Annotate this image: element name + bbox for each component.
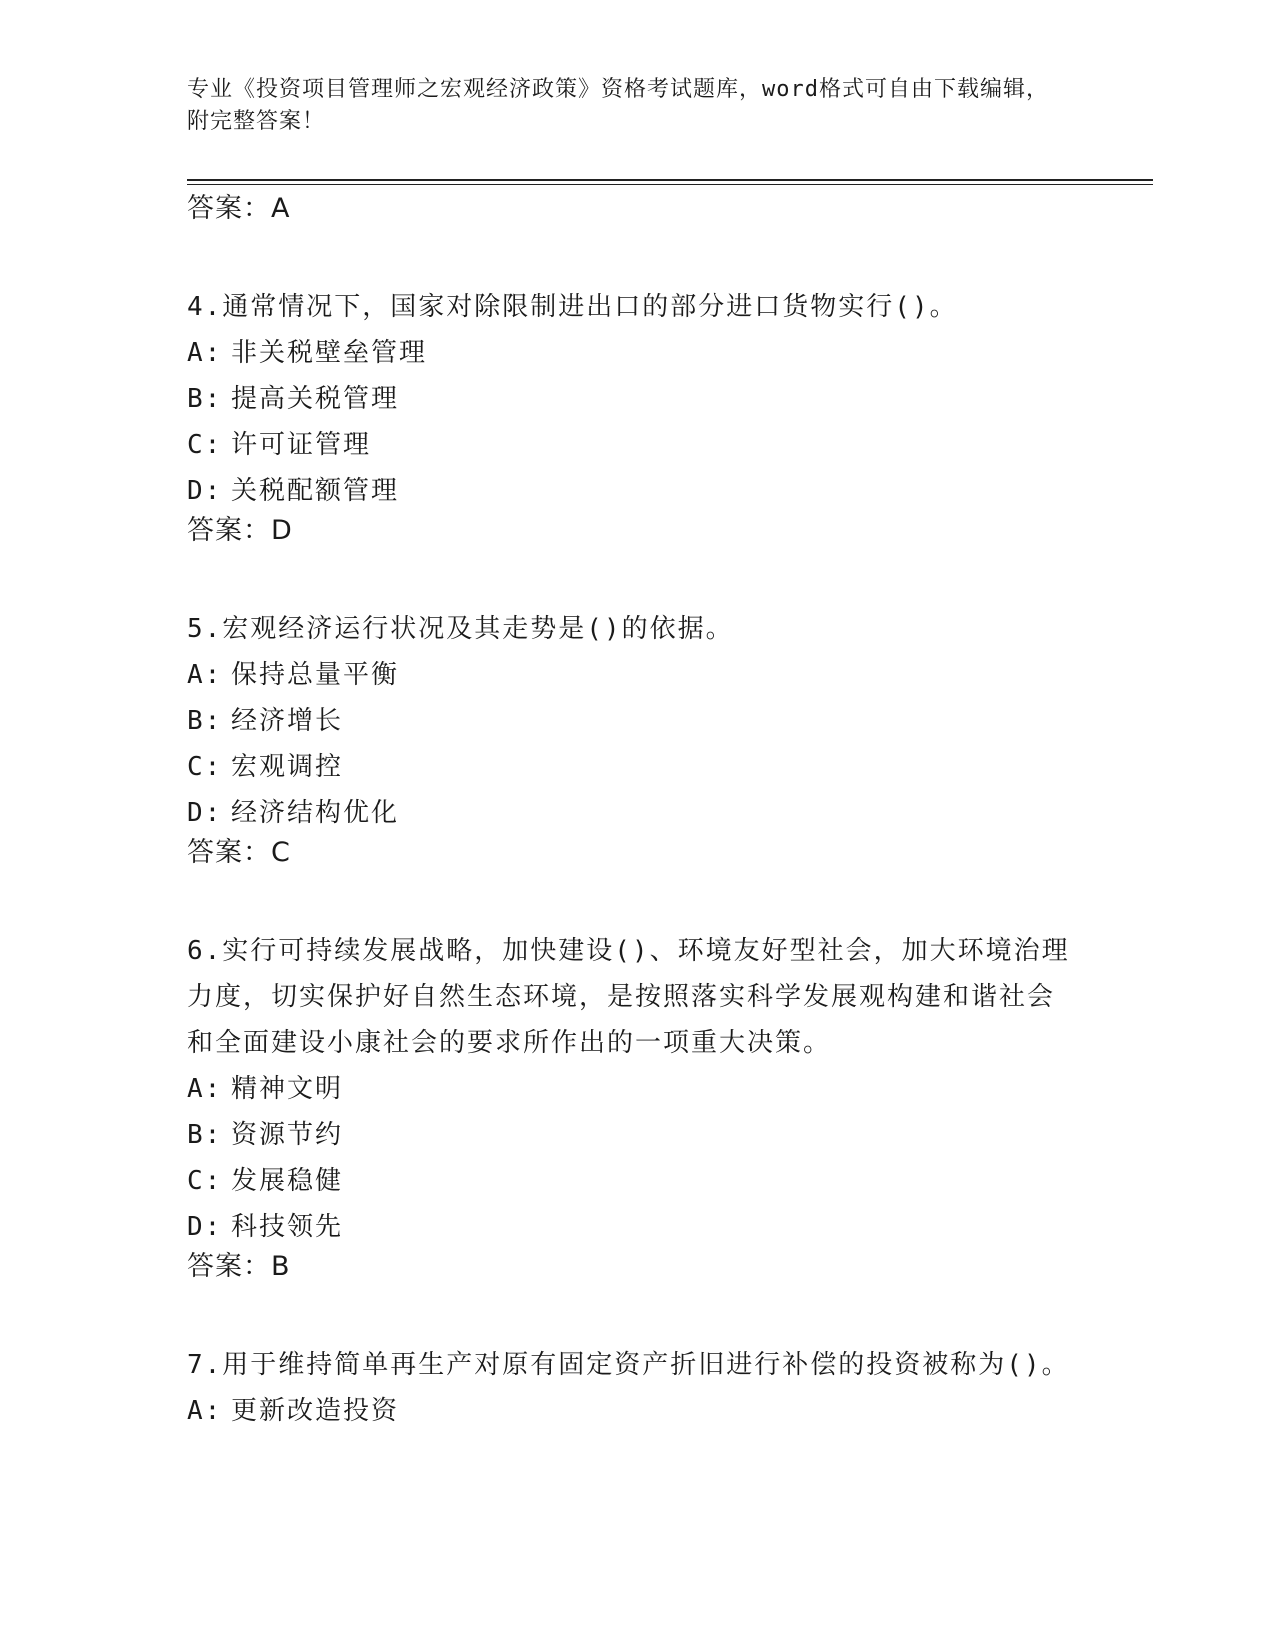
option-text: 保持总量平衡 [231,660,400,690]
answer-line: 答案：D [187,515,293,546]
option-d [187,468,1077,514]
question-text: 7.用于维持简单再生产对原有固定资产折旧进行补偿的投资被称为()。 [187,1350,1070,1380]
question-7 [187,1342,1077,1434]
question-text: 6.实行可持续发展战略，加快建设()、环境友好型社会，加大环境治理力度，切实保护好自然生态环境，是按照落实科学发展观构建和谐社会和全面建设小康社会的要求所作出的一项重大决策。 [187,936,1070,1058]
option-letter: A: [187,1396,223,1426]
option-text: 科技领先 [231,1212,344,1242]
option-c [187,744,1077,790]
option-a [187,330,1077,376]
option-letter: B: [187,706,223,736]
answer-line: 答案：B [187,1251,291,1282]
question-text: 5.宏观经济运行状况及其走势是()的依据。 [187,614,734,644]
option-c [187,1158,1077,1204]
option-letter: A: [187,1074,223,1104]
option-letter: B: [187,384,223,414]
option-b [187,698,1077,744]
answer-line: 答案：C [187,837,291,868]
option-c [187,422,1077,468]
header-rule-thin [187,184,1153,185]
question-5 [187,606,1077,870]
option-letter: D: [187,798,223,828]
option-text: 发展稳健 [231,1166,344,1196]
option-letter: D: [187,1212,223,1242]
option-letter: B: [187,1120,223,1150]
option-a [187,652,1077,698]
option-text: 经济结构优化 [231,798,400,828]
document-header: 专业《投资项目管理师之宏观经济政策》资格考试题库，word格式可自由下载编辑，附完整答案！ [187,77,1049,134]
option-d [187,790,1077,836]
option-text: 经济增长 [231,706,344,736]
answer-line: 答案：A [187,193,291,224]
option-text: 资源节约 [231,1120,344,1150]
option-text: 非关税壁垒管理 [231,338,428,368]
option-a [187,1066,1077,1112]
option-text: 精神文明 [231,1074,344,1104]
option-b [187,376,1077,422]
option-text: 许可证管理 [231,430,372,460]
question-text: 4.通常情况下，国家对除限制进出口的部分进口货物实行()。 [187,292,958,322]
option-letter: C: [187,430,223,460]
option-a [187,1388,1077,1434]
option-letter: A: [187,338,223,368]
option-letter: C: [187,1166,223,1196]
option-d [187,1204,1077,1250]
question-6 [187,928,1077,1284]
option-b [187,1112,1077,1158]
option-letter: D: [187,476,223,506]
option-letter: A: [187,660,223,690]
option-text: 提高关税管理 [231,384,400,414]
option-text: 关税配额管理 [231,476,400,506]
header-rule-thick [187,179,1153,181]
question-4 [187,284,1077,548]
option-letter: C: [187,752,223,782]
question-list [187,192,1077,1434]
option-text: 更新改造投资 [231,1396,400,1426]
option-text: 宏观调控 [231,752,344,782]
